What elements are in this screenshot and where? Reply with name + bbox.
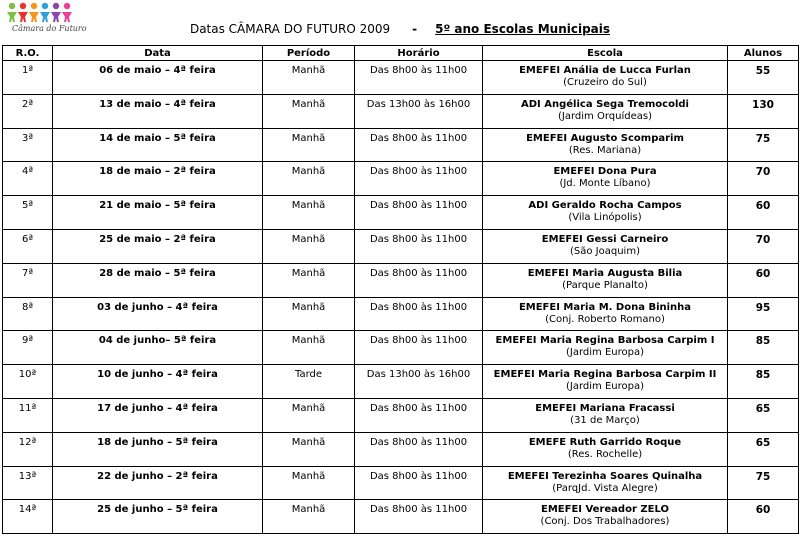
logo-text: Câmara do Futuro xyxy=(12,24,87,33)
cell-escola xyxy=(483,61,728,95)
cell-horario: Das 8h00 às 11h00 xyxy=(355,432,483,466)
escola-bairro: (Jardim Orquídeas) xyxy=(558,110,652,122)
escola-bairro: (ParqJd. Vista Alegre) xyxy=(552,482,658,494)
cell-ro: 1ª xyxy=(3,61,53,95)
cell-alunos: 60 xyxy=(728,500,799,534)
table-row xyxy=(3,432,799,466)
escola-bairro: (Vila Linópolis) xyxy=(568,212,642,224)
cell-horario: Das 13h00 às 16h00 xyxy=(355,365,483,399)
title-subtitle: 5º ano Escolas Municipais xyxy=(435,22,611,36)
escola-name: EMEFEI Maria Regina Barbosa Carpim II xyxy=(493,369,717,381)
cell-horario: Das 8h00 às 11h00 xyxy=(355,466,483,500)
table-row xyxy=(3,365,799,399)
table-row xyxy=(3,61,799,95)
table-row xyxy=(3,94,799,128)
cell-ro: 5ª xyxy=(3,196,53,230)
cell-periodo: Manhã xyxy=(263,398,355,432)
cell-horario: Das 8h00 às 11h00 xyxy=(355,398,483,432)
cell-horario: Das 8h00 às 11h00 xyxy=(355,263,483,297)
table-row xyxy=(3,263,799,297)
cell-ro: 7ª xyxy=(3,263,53,297)
table-row xyxy=(3,297,799,331)
escola-bairro: (São Joaquim) xyxy=(570,245,640,257)
cell-horario: Das 8h00 às 11h00 xyxy=(355,297,483,331)
logo-figure-body xyxy=(29,12,39,22)
cell-escola xyxy=(483,263,728,297)
escola-bairro: (Conj. Roberto Romano) xyxy=(545,313,665,325)
cell-data: 14 de maio – 5ª feira xyxy=(53,128,263,162)
logo-figure-head xyxy=(64,3,70,9)
cell-escola xyxy=(483,297,728,331)
cell-data: 04 de junho– 5ª feira xyxy=(53,331,263,365)
table-row xyxy=(3,466,799,500)
logo-figure-head xyxy=(9,3,15,9)
cell-periodo: Manhã xyxy=(263,229,355,263)
cell-periodo: Manhã xyxy=(263,500,355,534)
cell-data: 22 de junho – 2ª feira xyxy=(53,466,263,500)
cell-periodo: Manhã xyxy=(263,128,355,162)
cell-periodo: Manhã xyxy=(263,466,355,500)
cell-periodo: Manhã xyxy=(263,331,355,365)
cell-periodo: Tarde xyxy=(263,365,355,399)
cell-data: 03 de junho – 4ª feira xyxy=(53,297,263,331)
cell-alunos: 85 xyxy=(728,331,799,365)
escola-name: EMEFEI Terezinha Soares Quinalha xyxy=(507,470,703,482)
escola-name: EMEFEI Augusto Scomparim xyxy=(526,132,684,144)
cell-data: 21 de maio – 5ª feira xyxy=(53,196,263,230)
cell-alunos: 70 xyxy=(728,162,799,196)
cell-escola xyxy=(483,365,728,399)
cell-alunos: 60 xyxy=(728,263,799,297)
escola-bairro: (Parque Planalto) xyxy=(562,279,648,291)
logo-figure-head xyxy=(31,3,37,9)
cell-alunos: 65 xyxy=(728,398,799,432)
cell-horario: Das 8h00 às 11h00 xyxy=(355,500,483,534)
cell-escola xyxy=(483,128,728,162)
cell-alunos: 130 xyxy=(728,94,799,128)
cell-data: 06 de maio – 4ª feira xyxy=(53,61,263,95)
header-alunos: Alunos xyxy=(728,46,799,61)
cell-data: 25 de junho – 5ª feira xyxy=(53,500,263,534)
cell-horario: Das 8h00 às 11h00 xyxy=(355,162,483,196)
escola-name: ADI Geraldo Rocha Campos xyxy=(528,200,682,212)
header-horario: Horário xyxy=(355,46,483,61)
cell-alunos: 55 xyxy=(728,61,799,95)
table-body xyxy=(3,61,799,534)
cell-escola xyxy=(483,196,728,230)
table-row xyxy=(3,162,799,196)
logo-figure-body xyxy=(40,12,50,22)
escola-name: EMEFEI Maria M. Dona Bininha xyxy=(518,301,692,313)
cell-ro: 6ª xyxy=(3,229,53,263)
logo-figure-head xyxy=(20,3,26,9)
header-ro: R.O. xyxy=(3,46,53,61)
logo-figure-body xyxy=(51,12,61,22)
cell-ro: 8ª xyxy=(3,297,53,331)
cell-data: 13 de maio – 4ª feira xyxy=(53,94,263,128)
cell-escola xyxy=(483,331,728,365)
escola-name: EMEFEI Vereador ZELO xyxy=(541,504,669,516)
cell-ro: 11ª xyxy=(3,398,53,432)
escola-bairro: (Res. Mariana) xyxy=(568,144,642,156)
cell-ro: 9ª xyxy=(3,331,53,365)
title-main: Datas CÂMARA DO FUTURO 2009 xyxy=(189,22,391,36)
escola-bairro: (Jardim Europa) xyxy=(565,381,644,393)
cell-ro: 13ª xyxy=(3,466,53,500)
cell-ro: 14ª xyxy=(3,500,53,534)
cell-escola xyxy=(483,500,728,534)
cell-escola xyxy=(483,432,728,466)
cell-periodo: Manhã xyxy=(263,162,355,196)
cell-alunos: 65 xyxy=(728,432,799,466)
escola-bairro: (Jardim Europa) xyxy=(565,347,644,359)
cell-data: 18 de maio – 2ª feira xyxy=(53,162,263,196)
logo-figure-body xyxy=(18,12,28,22)
header-periodo: Período xyxy=(263,46,355,61)
cell-alunos: 70 xyxy=(728,229,799,263)
header-data: Data xyxy=(53,46,263,61)
table-row xyxy=(3,500,799,534)
escola-name: EMEFEI Dona Pura xyxy=(553,166,657,178)
logo-figure-body xyxy=(62,12,72,22)
cell-periodo: Manhã xyxy=(263,196,355,230)
escola-name: EMEFEI Mariana Fracassi xyxy=(535,402,675,414)
cell-escola xyxy=(483,94,728,128)
escola-bairro: (31 de Março) xyxy=(570,414,640,426)
cell-periodo: Manhã xyxy=(263,263,355,297)
table-row xyxy=(3,128,799,162)
header-escola: Escola xyxy=(483,46,728,61)
cell-periodo: Manhã xyxy=(263,94,355,128)
table-row xyxy=(3,331,799,365)
table-row xyxy=(3,398,799,432)
cell-ro: 2ª xyxy=(3,94,53,128)
cell-horario: Das 8h00 às 11h00 xyxy=(355,196,483,230)
cell-escola xyxy=(483,466,728,500)
table-row xyxy=(3,229,799,263)
table-header-row xyxy=(3,46,799,61)
logo-figure-head xyxy=(53,3,59,9)
cell-data: 18 de junho – 5ª feira xyxy=(53,432,263,466)
cell-alunos: 85 xyxy=(728,365,799,399)
cell-periodo: Manhã xyxy=(263,432,355,466)
cell-ro: 10ª xyxy=(3,365,53,399)
schedule-table xyxy=(2,45,799,534)
escola-bairro: (Res. Rochelle) xyxy=(567,448,643,460)
escola-bairro: (Conj. Dos Trabalhadores) xyxy=(540,516,670,528)
cell-horario: Das 8h00 às 11h00 xyxy=(355,331,483,365)
cell-escola xyxy=(483,162,728,196)
cell-horario: Das 8h00 às 11h00 xyxy=(355,61,483,95)
title-separator: - xyxy=(412,22,418,36)
cell-data: 17 de junho – 4ª feira xyxy=(53,398,263,432)
cell-data: 28 de maio – 5ª feira xyxy=(53,263,263,297)
escola-name: ADI Angélica Sega Tremocoldi xyxy=(521,98,689,110)
escola-name: EMEFEI Maria Augusta Bilia xyxy=(527,267,683,279)
cell-horario: Das 8h00 às 11h00 xyxy=(355,229,483,263)
cell-periodo: Manhã xyxy=(263,61,355,95)
cell-alunos: 60 xyxy=(728,196,799,230)
cell-ro: 12ª xyxy=(3,432,53,466)
escola-name: EMEFE Ruth Garrido Roque xyxy=(528,436,682,448)
cell-horario: Das 8h00 às 11h00 xyxy=(355,128,483,162)
logo-figure-body xyxy=(7,12,17,22)
cell-ro: 3ª xyxy=(3,128,53,162)
escola-bairro: (Cruzeiro do Sul) xyxy=(563,77,647,88)
escola-name: EMEFEI Anália de Lucca Furlan xyxy=(519,65,691,76)
cell-ro: 4ª xyxy=(3,162,53,196)
table-row xyxy=(3,196,799,230)
logo-figure-head xyxy=(42,3,48,9)
cell-alunos: 75 xyxy=(728,466,799,500)
escola-bairro: (Jd. Monte Líbano) xyxy=(559,178,651,190)
cell-data: 10 de junho – 4ª feira xyxy=(53,365,263,399)
cell-alunos: 75 xyxy=(728,128,799,162)
cell-escola xyxy=(483,229,728,263)
cell-periodo: Manhã xyxy=(263,297,355,331)
escola-name: EMEFEI Gessi Carneiro xyxy=(541,233,669,245)
escola-name: EMEFEI Maria Regina Barbosa Carpim I xyxy=(495,335,715,347)
page-title xyxy=(0,22,800,36)
cell-escola xyxy=(483,398,728,432)
cell-data: 25 de maio – 2ª feira xyxy=(53,229,263,263)
cell-alunos: 95 xyxy=(728,297,799,331)
cell-horario: Das 13h00 às 16h00 xyxy=(355,94,483,128)
